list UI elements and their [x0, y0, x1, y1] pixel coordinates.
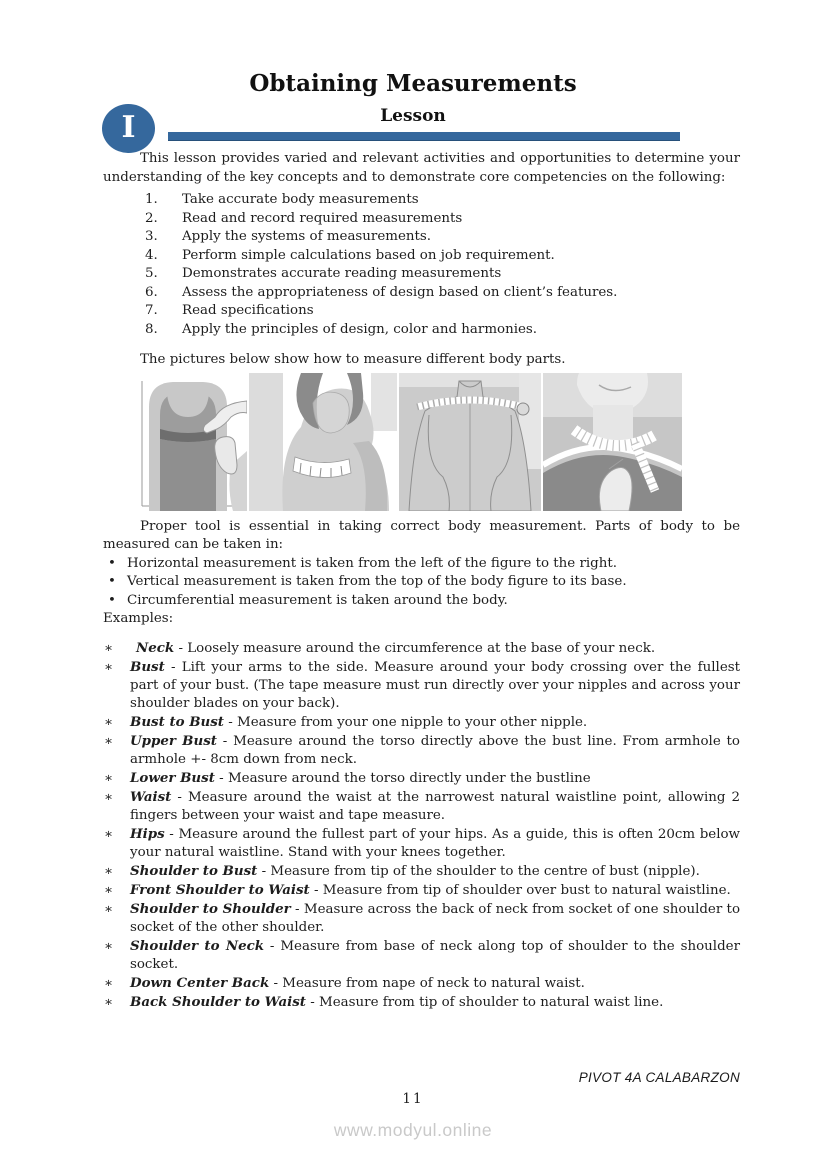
term-separator: - [171, 789, 188, 805]
measurement-description: Measure from base of neck along top of shoulder to the shoulder socket. [130, 938, 740, 972]
term-separator: - [264, 938, 281, 954]
measurement-description: Measure around the fullest part of your hips. As a guide, this is often 20cm below your natural waistline. Stand with your knees together. [130, 826, 741, 860]
definition-item [103, 881, 740, 900]
item-text: Apply the systems of measurements. [182, 229, 432, 244]
page-title: Obtaining Measurements [249, 70, 577, 97]
page-number: 11 [402, 1091, 424, 1107]
measurement-term: Hips [130, 825, 165, 842]
intro-paragraph: This lesson provides varied and relevant activities and opportunities to determine your understanding of the key concepts and to demonstrate core competencies on the following: [103, 151, 740, 185]
item-text: Circumferential measurement is taken around the body. [127, 592, 508, 608]
item-number: 1. [145, 192, 158, 207]
term-separator: - [224, 714, 238, 730]
measurement-description: Measure from tip of shoulder to natural waist line. [319, 994, 664, 1010]
accent-divider-bar [168, 132, 680, 141]
measurement-term: Bust to Bust [130, 713, 224, 730]
term-separator: - [164, 659, 182, 675]
list-item [103, 302, 740, 321]
list-item [103, 210, 740, 229]
list-item [103, 228, 740, 247]
definition-item [103, 993, 740, 1012]
measurement-description: Lift your arms to the side. Measure around your body crossing over the fullest part of your bust. (The tape measure must run directly over your nipples and across your shoulder blades on your back). [130, 659, 740, 711]
measurement-description: Measure around the waist at the narrowest natural waistline point, allowing 2 fingers between your waist and tape measure. [130, 789, 740, 823]
measurement-photos-strip [127, 373, 740, 511]
definition-item [103, 862, 740, 881]
term-separator: - [214, 770, 228, 786]
list-item [103, 573, 740, 592]
neck-measurement-image [543, 373, 682, 511]
item-text: Vertical measurement is taken from the top of the body figure to its base. [127, 574, 627, 589]
proper-tool-paragraph: Proper tool is essential in taking correct body measurement. Parts of body to be measured can be taken in: [103, 518, 740, 552]
item-text: Take accurate body measurements [182, 192, 419, 207]
definition-item [103, 658, 740, 713]
measurement-description: Measure from nape of neck to natural waist. [282, 975, 585, 991]
definition-item [103, 639, 740, 658]
measurement-description: Measure from tip of shoulder over bust to natural waistline. [322, 882, 731, 898]
definition-item [103, 974, 740, 993]
measurement-term: Bust [130, 658, 165, 675]
term-separator: - [309, 882, 323, 898]
measurement-definitions-list [103, 639, 740, 1012]
pictures-note: The pictures below show how to measure different body parts. [140, 352, 566, 367]
measurement-term: Shoulder to Neck [130, 937, 265, 954]
term-separator: - [269, 975, 283, 991]
lesson-number-label: I [121, 110, 136, 146]
lesson-number-badge [102, 104, 155, 153]
measurement-term: Front Shoulder to Waist [130, 881, 310, 898]
list-item [103, 247, 740, 266]
term-separator: - [174, 640, 188, 656]
item-text: Read specifications [182, 303, 314, 318]
measurement-term: Shoulder to Bust [130, 862, 258, 879]
measurement-term: Shoulder to Shoulder [130, 900, 291, 917]
term-separator: - [306, 994, 320, 1010]
list-item [103, 265, 740, 284]
term-separator: - [216, 733, 234, 749]
item-number: 7. [145, 303, 158, 318]
measurement-description: Loosely measure around the circumference at the base of your neck. [187, 640, 656, 656]
list-item [103, 321, 740, 340]
list-item [103, 592, 740, 611]
measurement-description: Measure around the torso directly under the bustline [227, 770, 591, 786]
item-number: 2. [145, 210, 158, 226]
measurement-types-list [103, 555, 740, 611]
watermark: www.modyul.online [333, 1120, 493, 1140]
measurement-description: Measure from tip of the shoulder to the centre of bust (nipple). [270, 863, 700, 879]
measurement-description: Measure from your one nipple to your other nipple. [237, 714, 588, 730]
term-separator: - [257, 863, 271, 879]
item-text: Horizontal measurement is taken from the left of the figure to the right. [127, 555, 618, 571]
measurement-description: Measure across the back of neck from socket of one shoulder to socket of the other shoulder. [130, 901, 741, 935]
measurement-term: Back Shoulder to Waist [130, 993, 306, 1010]
item-text: Demonstrates accurate reading measurements [182, 266, 502, 281]
measurement-description: Measure around the torso directly above the bust line. From armhole to armhole +- 8cm down from neck. [130, 733, 740, 767]
definition-item [103, 732, 740, 769]
item-text: Perform simple calculations based on job requirement. [182, 247, 555, 263]
definition-item [103, 769, 740, 788]
definition-item [103, 937, 740, 974]
list-item [103, 284, 740, 303]
item-number: 3. [145, 229, 158, 244]
examples-label: Examples: [103, 611, 174, 626]
item-number: 6. [145, 284, 158, 300]
item-number: 8. [145, 321, 158, 337]
measurement-term: Upper Bust [130, 732, 217, 749]
definition-item [103, 825, 740, 862]
measurement-term: Lower Bust [130, 769, 215, 786]
list-item [103, 191, 740, 210]
list-item [103, 555, 740, 574]
item-text: Read and record required measurements [182, 210, 463, 226]
objectives-list [103, 191, 740, 339]
term-separator: - [164, 826, 179, 842]
measurement-term: Down Center Back [130, 974, 270, 991]
item-number: 4. [145, 247, 158, 263]
back-shoulder-measurement-image [249, 373, 397, 511]
definition-item [103, 713, 740, 732]
measurement-term: Waist [130, 788, 172, 805]
shoulder-to-shoulder-measurement-image [399, 373, 541, 511]
item-number: 5. [145, 266, 158, 281]
item-text: Apply the principles of design, color and harmonies. [182, 321, 538, 337]
underbust-measurement-image [127, 373, 247, 511]
lesson-heading: Lesson [380, 106, 446, 126]
definition-item [103, 900, 740, 937]
measurement-term: Neck [136, 639, 175, 656]
footer-brand: PIVOT 4A CALABARZON [578, 1070, 740, 1085]
definition-item [103, 788, 740, 825]
term-separator: - [290, 901, 304, 917]
item-text: Assess the appropriateness of design based on client’s features. [182, 284, 618, 300]
